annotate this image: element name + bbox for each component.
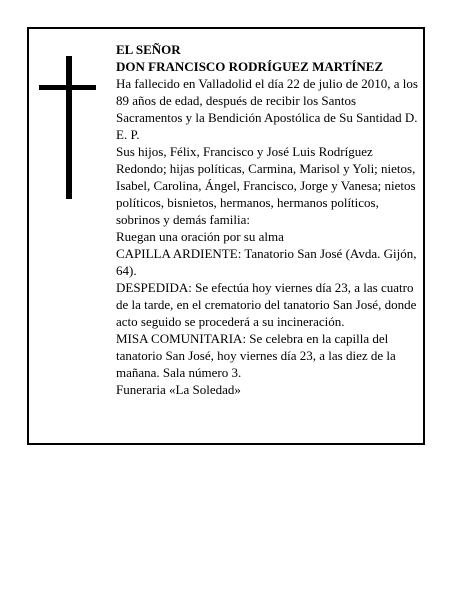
honorific-title: EL SEÑOR — [116, 42, 181, 57]
obituary-notice — [27, 27, 425, 445]
prayer-request: Ruegan una oración por su alma — [116, 229, 284, 244]
obituary-text — [116, 41, 421, 398]
cross-horizontal-bar — [39, 85, 96, 90]
chapel-info: CAPILLA ARDIENTE: Tanatorio San José (Avda. Gijón, 64). — [116, 246, 417, 278]
cross-icon — [29, 29, 129, 229]
family-list: Sus hijos, Félix, Francisco y José Luis Rodríguez Redondo; hijas políticas, Carmina, Marisol y Yoli; nietos, Isabel, Carolina, Ángel, Francisco, Jorge y Vanesa; nietos políticos, bisnietos, hermanos, hermanos políticos, sobrinos y demás familia: — [116, 144, 416, 227]
death-announcement: Ha fallecido en Valladolid el día 22 de julio de 2010, a los 89 años de edad, después de recibir los Santos Sacramentos y la Bendición Apostólica de Su Santidad D. E. P. — [116, 76, 418, 142]
deceased-name: DON FRANCISCO RODRÍGUEZ MARTÍNEZ — [116, 59, 384, 74]
funeral-home: Funeraria «La Soledad» — [116, 382, 241, 397]
farewell-info: DESPEDIDA: Se efectúa hoy viernes día 23, a las cuatro de la tarde, en el crematorio del tanatorio San José, donde acto seguido se procederá a su incineración. — [116, 280, 417, 329]
mass-info: MISA COMUNITARIA: Se celebra en la capilla del tanatorio San José, hoy viernes día 23, a las diez de la mañana. Sala número 3. — [116, 331, 396, 380]
cross-vertical-bar — [66, 56, 72, 199]
